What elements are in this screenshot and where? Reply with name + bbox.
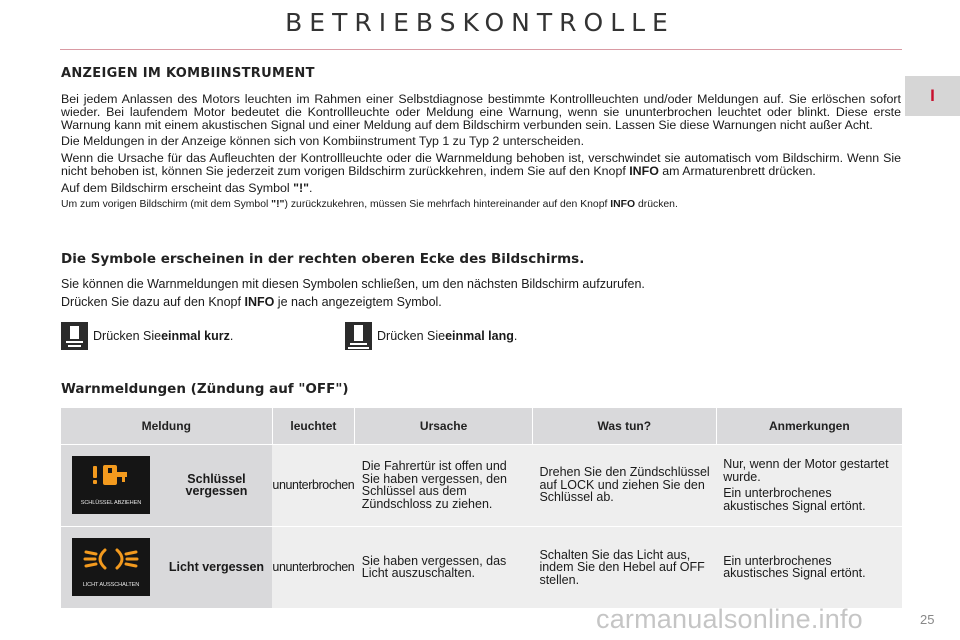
title-divider — [60, 49, 902, 50]
press-long-label: einmal lang — [445, 329, 514, 343]
exclamation-symbol-label: "!" — [271, 198, 285, 210]
section-heading: ANZEIGEN IM KOMBIINSTRUMENT — [61, 66, 315, 81]
intro-paragraph-1: Bei jedem Anlassen des Motors leuchten im Rahmen einer Selbstdiagnose bestimmte Kontrollleuchten und/oder Meldungen auf. Sie erlöschen sofort wieder. Bei laufendem Motor bedeutet die Kontrollleuchte oder Meldung eine Warnung, wenn sie ununterbrochen leuchtet oder blinkt. Diese erste Warnung kann mit einem akustischen Signal und einer Meldung auf dem Bildschirm verbunden sein. Lassen Sie diese Warnungen nicht außer Acht. — [61, 92, 901, 132]
lit-status: ununterbrochen — [272, 526, 355, 608]
text-span: je nach angezeigtem Symbol. — [274, 295, 442, 309]
icon-cell — [61, 444, 161, 526]
press-short-item — [61, 322, 233, 350]
table-header-row — [61, 408, 902, 444]
info-button-label: INFO — [629, 163, 659, 178]
warnings-table — [61, 408, 902, 608]
text-span: drücken. — [635, 198, 678, 210]
text-span: Drücken Sie — [93, 329, 162, 343]
column-header-notes: Anmerkungen — [716, 408, 902, 444]
symbols-line-2 — [61, 295, 442, 309]
text-span: . — [229, 329, 234, 343]
lights-warning-icon — [72, 538, 150, 596]
icon-caption: SCHLÜSSEL ABZIEHEN — [80, 499, 142, 506]
lit-status: ununterbrochen — [272, 444, 355, 526]
note-text: Ein unterbrochenes akustisches Signal ertönt. — [723, 486, 866, 513]
cause-text: Sie haben vergessen, das Licht auszuschalten. — [355, 526, 533, 608]
message-name: Licht vergessen — [161, 526, 272, 608]
press-long-icon — [345, 322, 372, 350]
chapter-tab[interactable]: I — [905, 76, 960, 116]
text-span: . — [308, 180, 313, 195]
page-title: BETRIEBSKONTROLLE — [285, 8, 675, 37]
icon-caption: LICHT AUSSCHALTEN — [82, 581, 140, 588]
note-text: Ein unterbrochenes akustisches Signal ertönt. — [723, 553, 866, 581]
text-span: ) zurückzukehren, müssen Sie mehrfach hintereinander auf den Knopf — [284, 198, 611, 210]
table-row — [61, 444, 902, 526]
text-span: Wenn die Ursache für das Aufleuchten der Kontrollleuchte oder die Warnmeldung behoben ist, verschwindet sie automatisch vom Bildschirm. Wenn Sie nicht behoben ist, können Sie jederzeit zum vorigen Bildschirm zurückkehren, indem Sie auf den Knopf — [61, 151, 901, 178]
info-button-label: INFO — [610, 198, 636, 210]
text-span: . — [513, 329, 518, 343]
table-row — [61, 526, 902, 608]
intro-paragraph-4 — [61, 182, 901, 195]
intro-text — [61, 93, 901, 215]
column-header-message: Meldung — [61, 408, 272, 444]
intro-paragraph-2: Die Meldungen in der Anzeige können sich von Kombiinstrument Typ 1 zu Typ 2 unterscheiden. — [61, 134, 585, 149]
notes-cell — [716, 526, 902, 608]
press-short-icon — [61, 322, 88, 350]
notes-cell — [716, 444, 902, 526]
intro-paragraph-5 — [61, 199, 901, 212]
todo-text: Drehen Sie den Zündschlüssel auf LOCK und ziehen Sie den Schlüssel ab. — [532, 444, 716, 526]
message-name: Schlüssel vergessen — [161, 444, 272, 526]
info-button-label: INFO — [244, 295, 275, 309]
text-span: Drücken Sie dazu auf den Knopf — [61, 295, 245, 309]
cause-text: Die Fahrertür ist offen und Sie haben vergessen, den Schlüssel aus dem Zündschloss zu ziehen. — [355, 444, 533, 526]
todo-text: Schalten Sie das Licht aus, indem Sie den Hebel auf OFF stellen. — [532, 526, 716, 608]
warnings-heading: Warnmeldungen (Zündung auf "OFF") — [61, 381, 349, 397]
text-span: Auf dem Bildschirm erscheint das Symbol — [61, 180, 294, 195]
icon-cell — [61, 526, 161, 608]
symbols-line-1: Sie können die Warnmeldungen mit diesen Symbolen schließen, um den nächsten Bildschirm aufzurufen. — [61, 277, 645, 291]
text-span: Drücken Sie — [377, 329, 446, 343]
note-text: Nur, wenn der Motor gestartet wurde. — [723, 457, 889, 484]
intro-paragraph-3 — [61, 152, 901, 178]
text-span: Um zum vorigen Bildschirm (mit dem Symbol — [61, 198, 272, 210]
symbols-heading: Die Symbole erscheinen in der rechten oberen Ecke des Bildschirms. — [61, 251, 585, 267]
press-long-item — [345, 322, 517, 350]
press-short-label: einmal kurz — [161, 329, 230, 343]
text-span: am Armaturenbrett drücken. — [658, 163, 816, 178]
column-header-lit: leuchtet — [272, 408, 355, 444]
watermark: carmanualsonline.info — [596, 604, 863, 634]
key-warning-icon — [72, 456, 150, 514]
page-number: 25 — [920, 612, 935, 627]
column-header-cause: Ursache — [355, 408, 533, 444]
exclamation-symbol-label: "!" — [293, 180, 309, 195]
column-header-todo: Was tun? — [532, 408, 716, 444]
